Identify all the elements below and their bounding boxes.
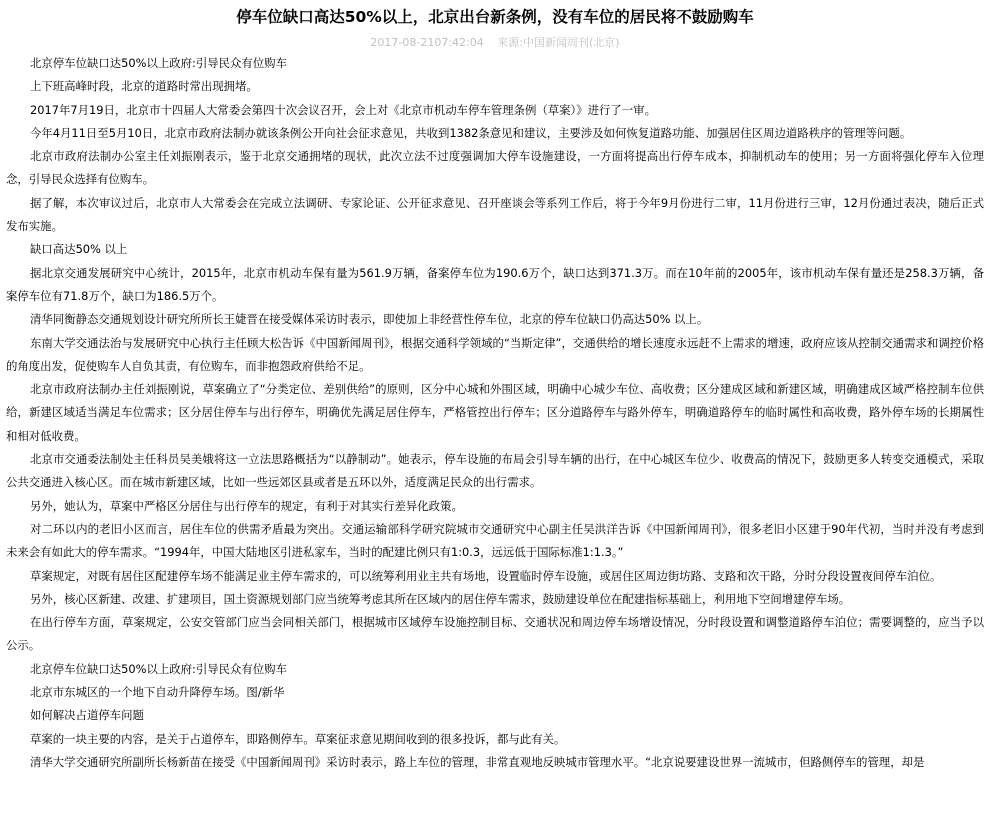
paragraph: 东南大学交通法治与发展研究中心执行主任顾大松告诉《中国新闻周刊》，根据交通科学领域的“当斯定律”，交通供给的增长速度永远赶不上需求的增速，政府应该从控制交通需求和调控价格的角度出发，促使购车人自负其责，有位购车，而非抱怨政府供给不足。: [6, 335, 984, 373]
paragraph: 北京市交通委法制处主任科员吴美娥将这一立法思路概括为“以静制动”。她表示，停车设施的布局会引导车辆的出行，在中心城区车位少、收费高的情况下，鼓励更多人转变交通模式，采取公共交通进入核心区。而在城市新建区域，比如一些远郊区县或者是五环以外，适度满足民众的出行需求。: [6, 452, 984, 490]
paragraph: 北京停车位缺口达50%以上政府:引导民众有位购车: [30, 661, 287, 676]
paragraph: 上下班高峰时段，北京的道路时常出现拥堵。: [30, 79, 258, 94]
paragraph: 对二环以内的老旧小区而言，居住车位的供需矛盾最为突出。交通运输部科学研究院城市交通研究中心副主任吴洪洋告诉《中国新闻周刊》，很多老旧小区建于90年代初，当时并没有考虑到未来会有如此大的停车需求。“1994年，中国大陆地区引进私家车，当时的配建比例只有1:0.3，远远低于国际标准1:1.3。”: [6, 521, 984, 560]
article-title: 停车位缺口高达50%以上，北京出台新条例，没有车位的居民将不鼓励购车: [236, 8, 754, 26]
article-meta: [6, 32, 984, 52]
paragraph: 北京市政府法制办公室主任刘振刚表示，鉴于北京交通拥堵的现状，此次立法不过度强调加大停车设施建设，一方面将提高出行停车成本，抑制机动车的使用；另一方面将强化停车入位理念，引导民众选择有位购车。: [6, 149, 984, 187]
section-heading: 如何解决占道停车问题: [30, 708, 144, 723]
paragraph: 据了解，本次审议过后，北京市人大常委会在完成立法调研、专家论证、公开征求意见、召开座谈会等系列工作后，将于今年9月份进行二审，11月份进行三审，12月份通过表决，随后正式发布实施。: [6, 195, 984, 234]
paragraph: 今年4月11日至5月10日，北京市政府法制办就该条例公开向社会征求意见，共收到1382条意见和建议，主要涉及如何恢复道路功能、加强居住区周边道路秩序的管理等问题。: [30, 125, 912, 140]
image-caption: 北京市东城区的一个地下自动升降停车场。图/新华: [30, 685, 285, 700]
article-body: [6, 52, 984, 774]
paragraph: 清华大学交通研究所副所长杨新苗在接受《中国新闻周刊》采访时表示，路上车位的管理，非常直观地反映城市管理水平。“北京说要建设世界一流城市，但路侧停车的管理，却是: [30, 754, 925, 769]
paragraph: 2017年7月19日，北京市十四届人大常委会第四十次会议召开，会上对《北京市机动车停车管理条例（草案）》进行了一审。: [30, 102, 656, 117]
paragraph: 在出行停车方面，草案规定，公安交管部门应当会同相关部门，根据城市区域停车设施控制目标、交通状况和周边停车场增设情况，分时段设置和调整道路停车泊位；需要调整的，应当予以公示。: [6, 615, 984, 653]
article-source: 来源:中国新闻周刊(北京): [497, 36, 620, 49]
paragraph: 北京市政府法制办主任刘振刚说，草案确立了“分类定位、差别供给”的原则，区分中心城和外围区域，明确中心城少车位、高收费；区分建成区域和新建区域，明确建成区域严格控制车位供给，新建区域适当满足车位需求；区分居住停车与出行停车，明确优先满足居住停车，严格管控出行停车；区分道路停车与路外停车，明确道路停车的临时属性和高收费，路外停车场的长期属性和相对低收费。: [6, 382, 984, 443]
paragraph: 另外，她认为，草案中严格区分居住与出行停车的规定，有利于对其实行差异化政策。: [30, 498, 463, 513]
paragraph: 清华同衡静态交通规划设计研究所所长王婕晋在接受媒体采访时表示，即使加上非经营性停车位，北京的停车位缺口仍高达50% 以上。: [30, 312, 709, 327]
paragraph: 草案的一块主要的内容，是关于占道停车，即路侧停车。草案征求意见期间收到的很多投诉，都与此有关。: [30, 731, 566, 746]
section-heading: 缺口高达50% 以上: [30, 242, 128, 257]
paragraph: 另外，核心区新建、改建、扩建项目，国土资源规划部门应当统筹考虑其所在区域内的居住停车需求，鼓励建设单位在配建指标基础上，利用地下空间增建停车场。: [30, 591, 851, 606]
paragraph: 据北京交通发展研究中心统计，2015年，北京市机动车保有量为561.9万辆，备案停车位为190.6万个，缺口达到371.3万。而在10年前的2005年，该市机动车保有量还是258.3万辆，备案停车位有71.8万个，缺口为186.5万个。: [6, 265, 984, 303]
publish-datetime: 2017-08-2107:42:04: [370, 36, 484, 49]
paragraph: 北京停车位缺口达50%以上政府:引导民众有位购车: [30, 56, 287, 70]
paragraph: 草案规定，对既有居住区配建停车场不能满足业主停车需求的，可以统筹利用业主共有场地，设置临时停车设施，或居住区周边街坊路、支路和次干路，分时分段设置夜间停车泊位。: [30, 568, 942, 583]
